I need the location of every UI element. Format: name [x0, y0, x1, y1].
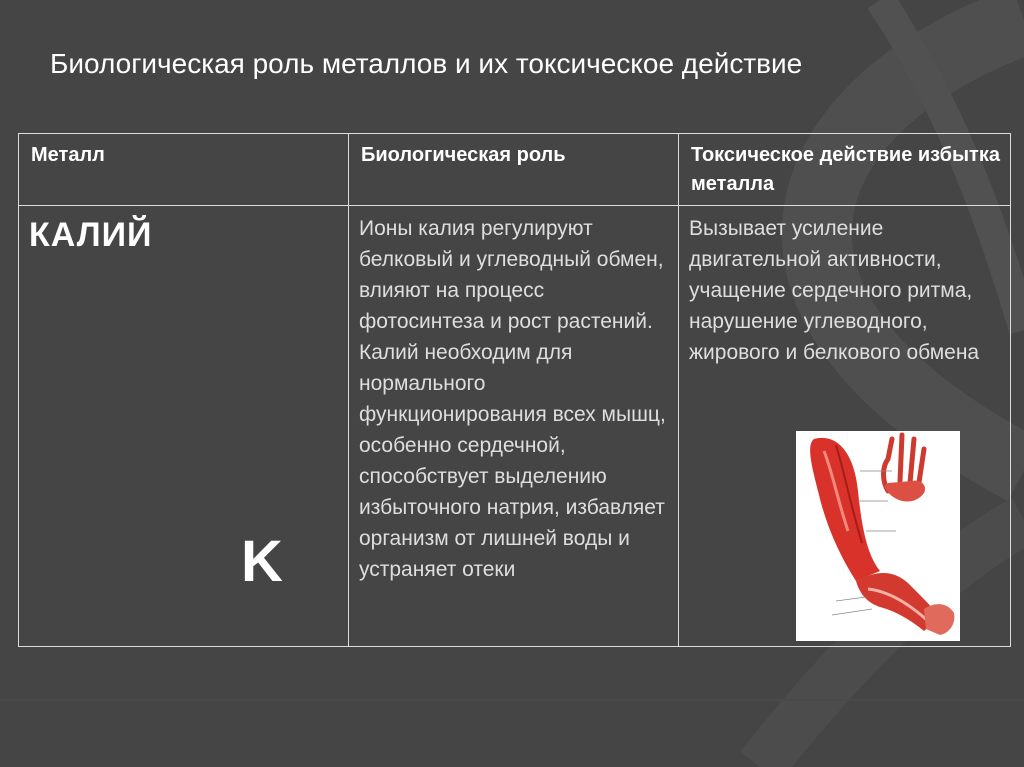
toxic-effect-text: Вызывает усиление двигательной активности, учащение сердечного ритма, нарушение углеводного, жирового и белкового обмена — [689, 217, 980, 364]
toxic-effect-cell — [679, 206, 1011, 647]
header-cell-toxic-effect — [679, 134, 1011, 206]
metal-cell — [19, 206, 349, 647]
arm-muscle-anatomy-illustration — [796, 431, 960, 641]
biological-role-cell — [349, 206, 679, 647]
header-cell-metal — [19, 134, 349, 206]
metal-name: КАЛИЙ — [29, 216, 153, 254]
header-metal: Металл — [31, 144, 105, 166]
metal-table — [18, 133, 1011, 647]
table-header-row — [19, 134, 1011, 206]
biological-role-text: Ионы калия регулируют белковый и углеводный обмен, влияют на процесс фотосинтеза и рост растений. Калий необходим для нормального функционирования всех мышц, особенно сердечной, способствует выделению избыточного натрия, избавляет организм от лишней воды и устраняет отеки — [359, 217, 666, 581]
element-symbol: K — [241, 529, 283, 594]
header-biological-role: Биологическая роль — [361, 144, 566, 166]
slide-title: Биологическая роль металлов и их токсическое действие — [50, 48, 803, 79]
arm-muscle-icon — [796, 431, 960, 641]
table-row — [19, 206, 1011, 647]
header-cell-biological-role — [349, 134, 679, 206]
header-toxic-effect: Токсическое действие избытка металла — [691, 144, 1000, 195]
